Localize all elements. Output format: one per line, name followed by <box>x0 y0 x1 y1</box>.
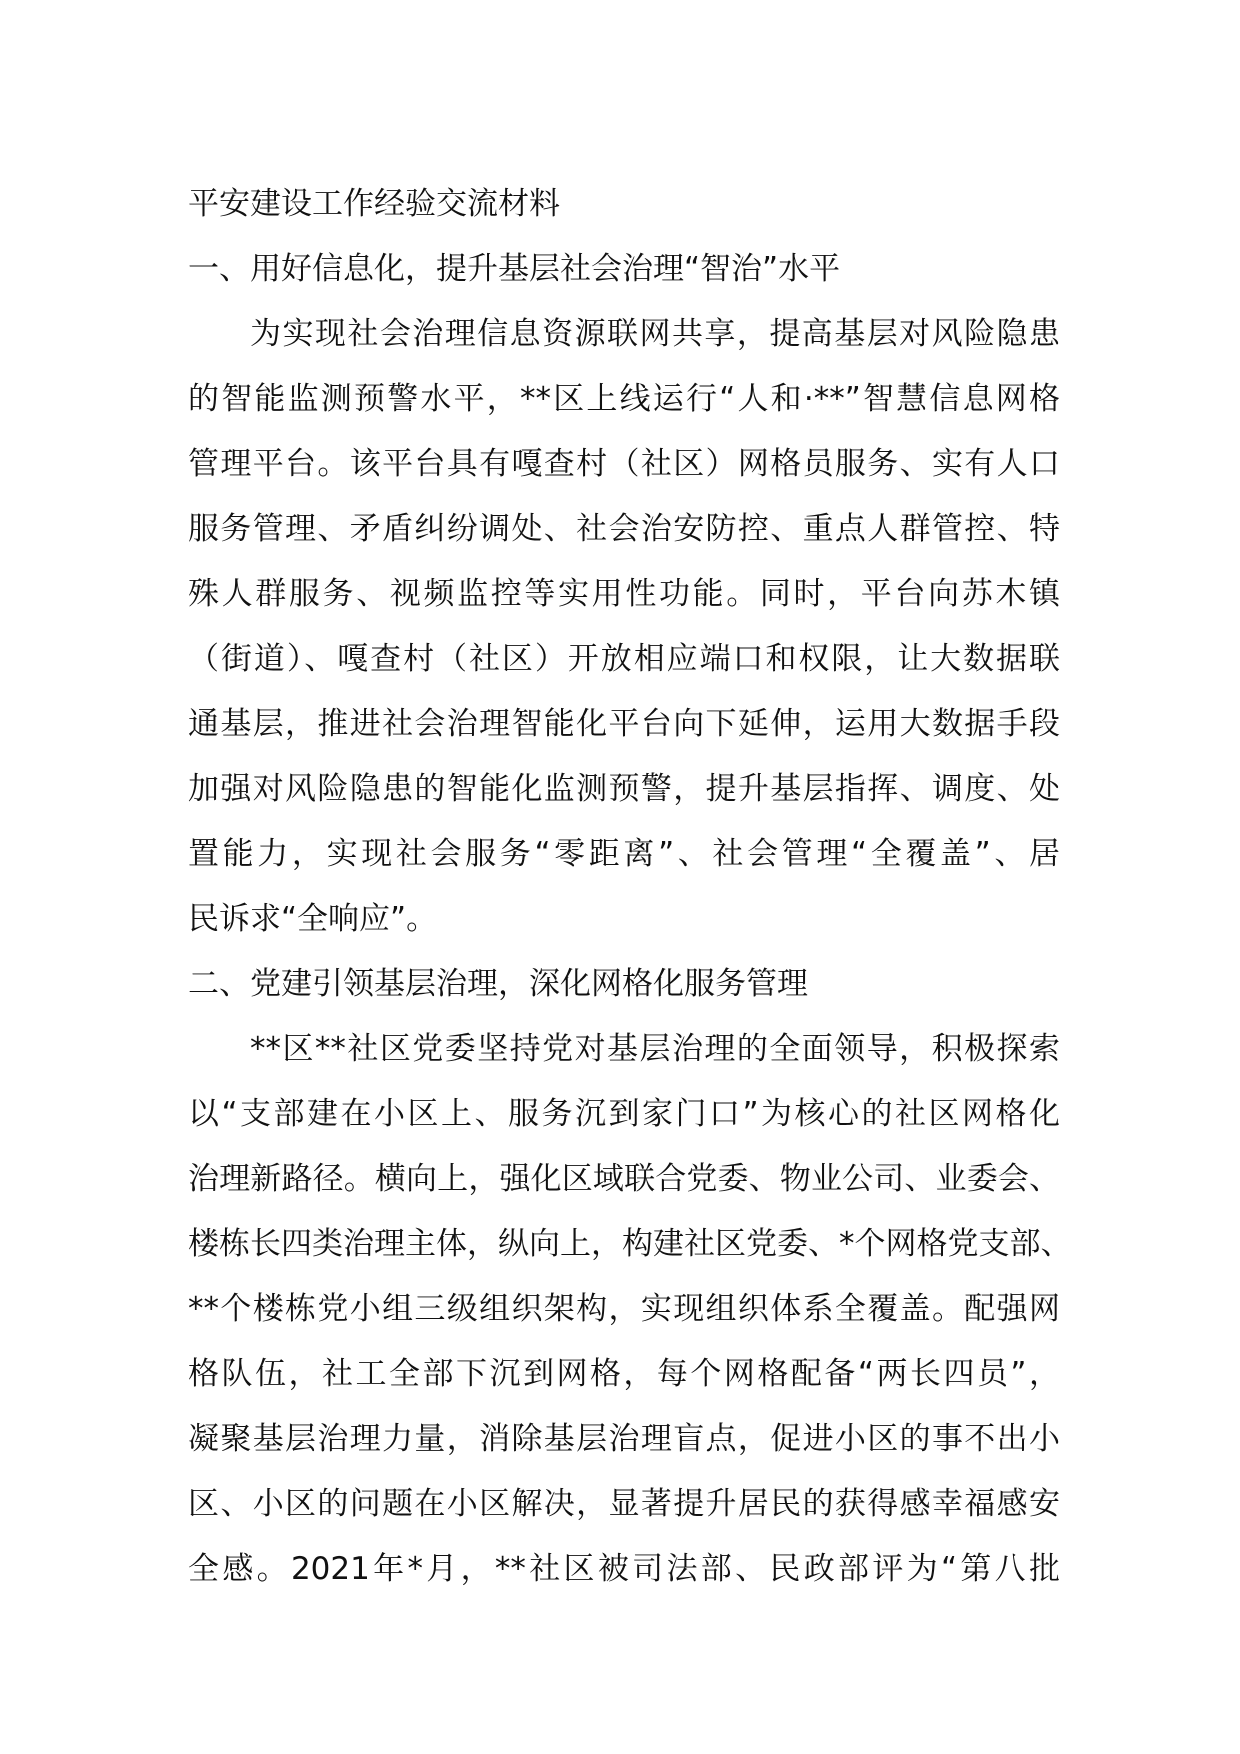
paragraph-line: 的智能监测预警水平，**区上线运行“人和·**”智慧信息网格 <box>188 381 1060 417</box>
paragraph-line: 以“支部建在小区上、服务沉到家门口”为核心的社区网格化 <box>188 1096 1060 1132</box>
paragraph-line: 加强对风险隐患的智能化监测预警，提升基层指挥、调度、处 <box>188 771 1060 807</box>
document-body <box>188 172 1072 1602</box>
paragraph-line: （街道）、嘎查村（社区）开放相应端口和权限，让大数据联 <box>188 641 1060 677</box>
section-2-heading: 二、党建引领基层治理，深化网格化服务管理 <box>188 966 808 1002</box>
paragraph-line: 管理平台。该平台具有嘎查村（社区）网格员服务、实有人口 <box>188 446 1060 482</box>
paragraph-line: 服务管理、矛盾纠纷调处、社会治安防控、重点人群管控、特 <box>188 511 1060 547</box>
paragraph-line: 治理新路径。横向上，强化区域联合党委、物业公司、业委会、 <box>188 1161 1060 1197</box>
paragraph-line: 全感。2021年*月，**社区被司法部、民政部评为“第八批 <box>188 1551 1060 1587</box>
paragraph-line: **个楼栋党小组三级组织架构，实现组织体系全覆盖。配强网 <box>188 1291 1060 1327</box>
paragraph-line: **区**社区党委坚持党对基层治理的全面领导，积极探索 <box>250 1031 1060 1067</box>
paragraph-line: 为实现社会治理信息资源联网共享，提高基层对风险隐患 <box>250 316 1060 352</box>
paragraph-line: 民诉求“全响应”。 <box>188 901 438 937</box>
paragraph-line: 通基层，推进社会治理智能化平台向下延伸，运用大数据手段 <box>188 706 1060 742</box>
paragraph-line: 置能力，实现社会服务“零距离”、社会管理“全覆盖”、居 <box>188 836 1060 872</box>
paragraph-line: 殊人群服务、视频监控等实用性功能。同时，平台向苏木镇 <box>188 576 1060 612</box>
section-1-paragraph <box>188 302 1060 952</box>
section-1-heading: 一、用好信息化，提升基层社会治理“智治”水平 <box>188 251 841 287</box>
document-title: 平安建设工作经验交流材料 <box>188 186 560 222</box>
paragraph-line: 凝聚基层治理力量，消除基层治理盲点，促进小区的事不出小 <box>188 1421 1060 1457</box>
section-2-paragraph <box>188 1017 1072 1602</box>
paragraph-line: 楼栋长四类治理主体，纵向上，构建社区党委、*个网格党支部、 <box>188 1226 1072 1262</box>
paragraph-line: 区、小区的问题在小区解决，显著提升居民的获得感幸福感安 <box>188 1486 1060 1522</box>
paragraph-line: 格队伍，社工全部下沉到网格，每个网格配备“两长四员”， <box>188 1356 1060 1392</box>
